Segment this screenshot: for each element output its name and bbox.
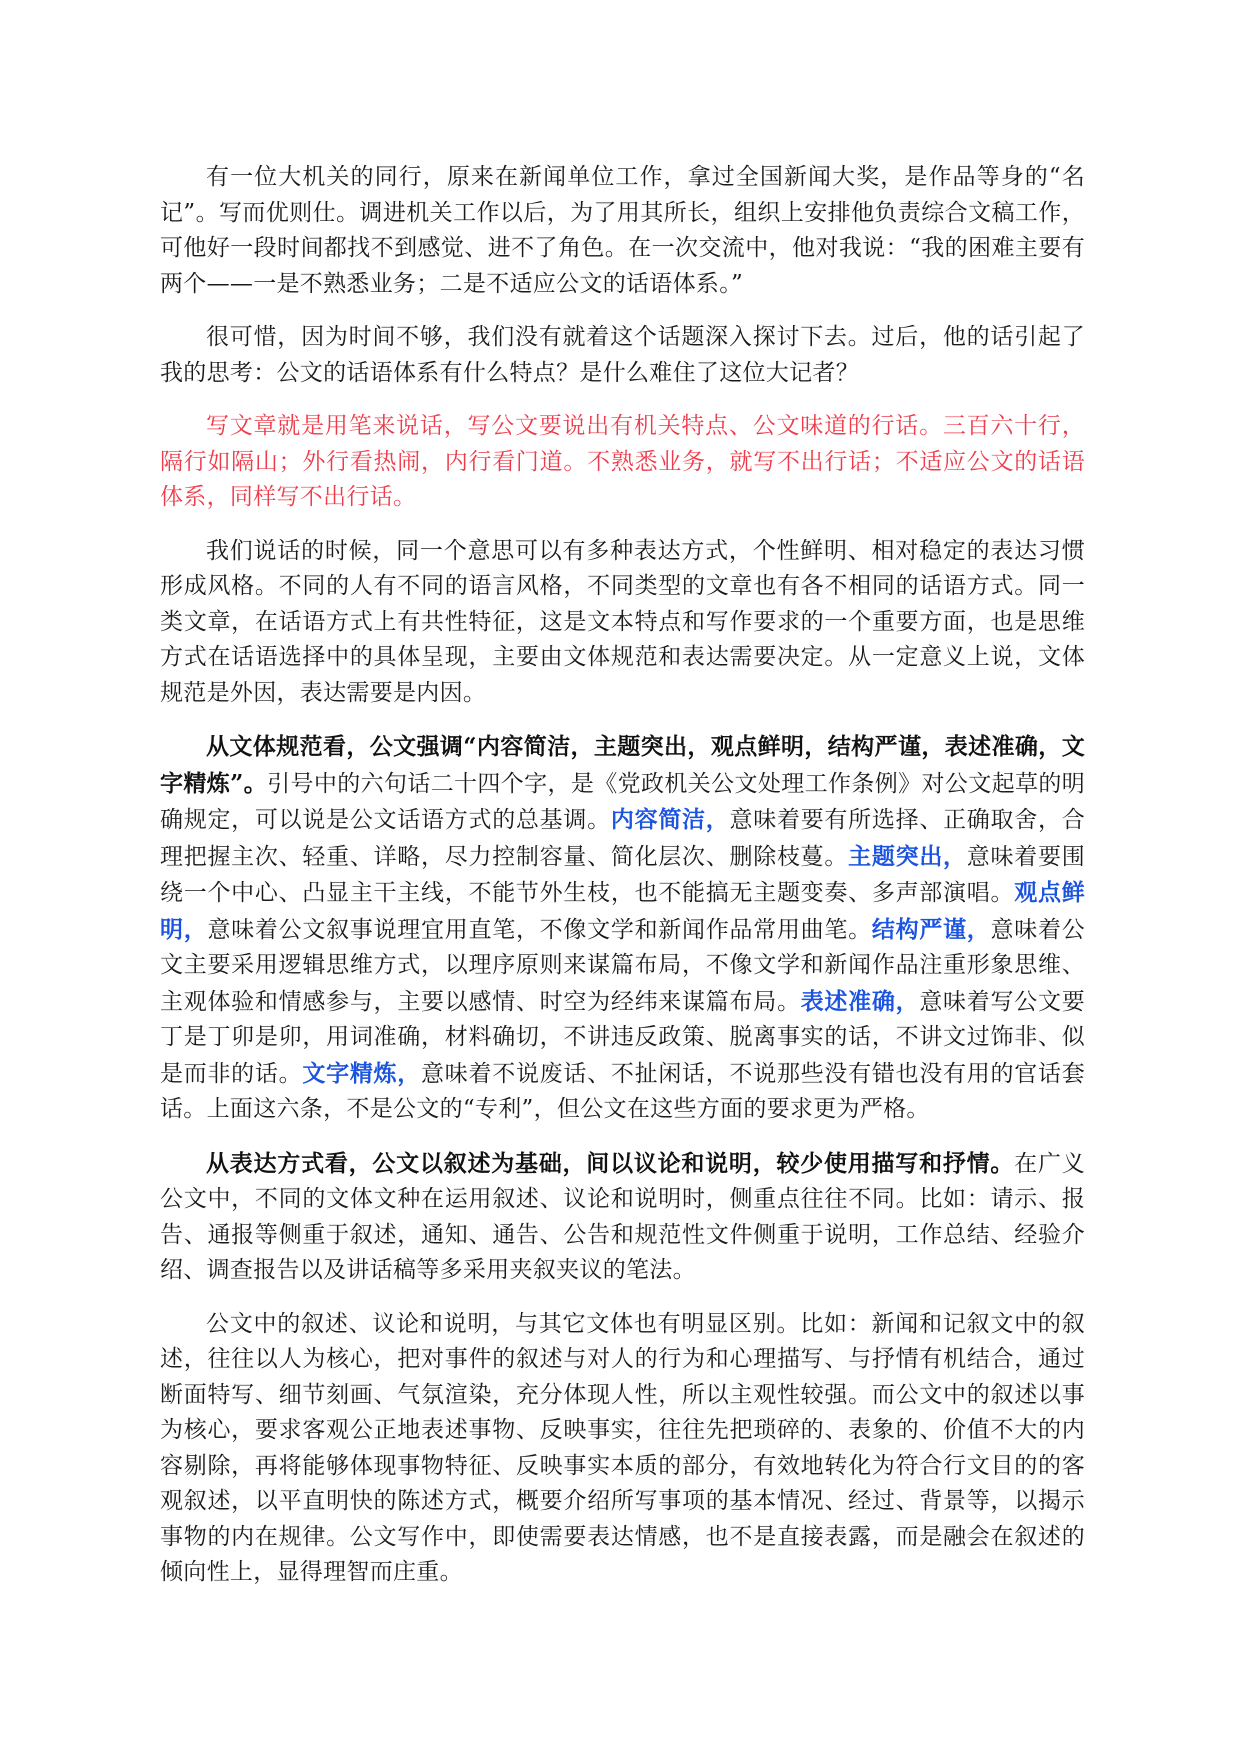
paragraph-5-text: 意味着要有所选择、正确取舍，合理把握主次、轻重、详略，尽力控制容量、简化层次、删除枝蔓。 bbox=[160, 807, 1086, 870]
paragraph-5-text: 意味着不说废话、不扯闲话，不说那些没有错也没有用的官话套话。上面这六条，不是公文的“专利”，但公文在这些方面的要求更为严格。 bbox=[160, 1060, 1085, 1122]
keyword-viewpoint-clear: 观点鲜明， bbox=[160, 879, 1085, 943]
document-page bbox=[160, 160, 1085, 1609]
keyword-content-concise: 内容简洁， bbox=[610, 806, 730, 833]
paragraph-5 bbox=[160, 729, 1085, 1128]
paragraph-4: 我们说话的时候，同一个意思可以有多种表达方式，个性鲜明、相对稳定的表达习惯形成风格。不同的人有不同的语言风格，不同类型的文章也有各不相同的话语方式。同一类文章，在话语方式上有共性特征，这是文本特点和写作要求的一个重要方面，也是思维方式在话语选择中的具体呈现，主要由文体规范和表达需要决定。从一定意义上说，文体规范是外因，表达需要是内因。 bbox=[160, 537, 1085, 706]
paragraph-2: 很可惜，因为时间不够，我们没有就着这个话题深入探讨下去。过后，他的话引起了我的思考：公文的话语体系有什么特点？是什么难住了这位大记者？ bbox=[160, 324, 1085, 386]
paragraph-6 bbox=[160, 1146, 1085, 1289]
paragraph-5-text: 意味着写公文要丁是丁卯是卯，用词准确，材料确切，不讲违反政策、脱离事实的话，不讲文过饰非、似是而非的话。 bbox=[160, 988, 1085, 1087]
keyword-structure-rigorous: 结构严谨， bbox=[871, 915, 991, 943]
keyword-expression-accurate: 表述准确， bbox=[800, 987, 920, 1015]
paragraph-5-text: 意味着公文主要采用逻辑思维方式，以理序原则来谋篇布局，不像文学和新闻作品注重形象思维、主观体验和情感参与，主要以感情、时空为经纬来谋篇布局。 bbox=[160, 916, 1086, 1015]
paragraph-1: 有一位大机关的同行，原来在新闻单位工作，拿过全国新闻大奖，是作品等身的“名记”。写而优则仕。调进机关工作以后，为了用其所长，组织上安排他负责综合文稿工作，可他好一段时间都找不到感觉、进不了角色。在一次交流中，他对我说：“我的困难主要有两个——一是不熟悉业务；二是不适应公文的话语体系。” bbox=[160, 164, 1085, 297]
paragraph-5-text: 引号中的六句话二十四个字，是《党政机关公文处理工作条例》对公文起草的明确规定，可以说是公文话语方式的总基调。 bbox=[160, 770, 1086, 833]
paragraph-7: 公文中的叙述、议论和说明，与其它文体也有明显区别。比如：新闻和记叙文中的叙述，往往以人为核心，把对事件的叙述与对人的行为和心理描写、与抒情有机结合，通过断面特写、细节刻画、气氛渲染，充分体现人性，所以主观性较强。而公文中的叙述以事为核心，要求客观公正地表述事物、反映事实，往往先把琐碎的、表象的、价值不大的内容剔除，再将能够体现事物特征、反映事实本质的部分，有效地转化为符合行文目的的客观叙述，以平直明快的陈述方式，概要介绍所写事项的基本情况、经过、背景等，以揭示事物的内在规律。公文写作中，即使需要表达情感，也不是直接表露，而是融会在叙述的倾向性上，显得理智而庄重。 bbox=[160, 1310, 1085, 1585]
paragraph-6-text: 在广义公文中，不同的文体文种在运用叙述、议论和说明时，侧重点往往不同。比如：请示、报告、通报等侧重于叙述，通知、通告、公告和规范性文件侧重于说明，工作总结、经验介绍、调查报告以及讲话稿等多采用夹叙夹议的笔法。 bbox=[160, 1150, 1085, 1283]
paragraph-5-text: 意味着公文叙事说理宜用直笔，不像文学和新闻作品常用曲笔。 bbox=[207, 916, 872, 943]
paragraph-6-lead: 从表达方式看，公文以叙述为基础，间以议论和说明，较少使用描写和抒情。 bbox=[206, 1149, 1015, 1177]
paragraph-3-highlight: 写文章就是用笔来说话，写公文要说出有机关特点、公文味道的行话。三百六十行，隔行如隔山；外行看热闹，内行看门道。不熟悉业务，就写不出行话；不适应公文的话语体系，同样写不出行话。 bbox=[160, 413, 1085, 510]
keyword-words-refined: 文字精炼， bbox=[302, 1059, 422, 1087]
keyword-theme-prominent: 主题突出， bbox=[848, 842, 967, 870]
paragraph-5-lead: 从文体规范看，公文强调“内容简洁，主题突出，观点鲜明，结构严谨，表述准确，文字精炼”。 bbox=[160, 733, 1085, 797]
paragraph-5-text: 意味着要围绕一个中心、凸显主干主线，不能节外生枝，也不能搞无主题变奏、多声部演唱。 bbox=[160, 843, 1086, 906]
